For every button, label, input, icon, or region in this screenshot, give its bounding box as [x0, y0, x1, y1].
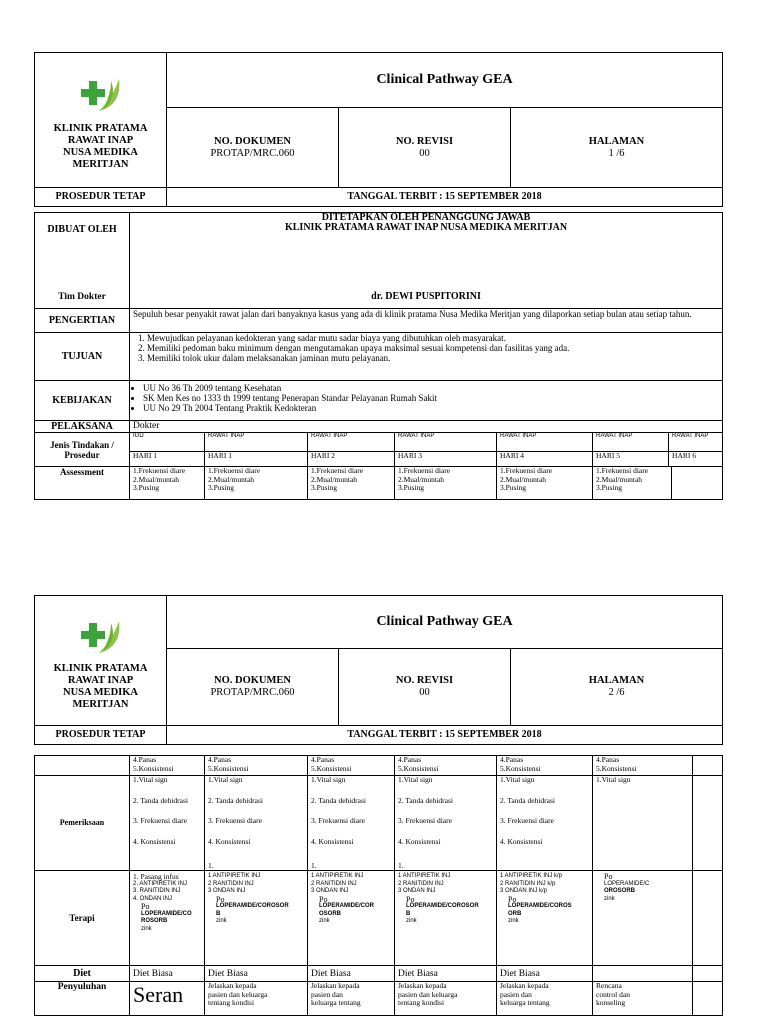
cell-text: 5.Konsistensi — [596, 763, 637, 773]
cell-text: 1. — [398, 860, 404, 870]
cell-text: Rencana — [596, 981, 622, 990]
doc-number-value: PROTAP/MRC.060 — [210, 687, 295, 699]
therapy-item: Po — [216, 894, 225, 904]
cell-text: Jelaskan kepada — [500, 981, 549, 990]
exam-item: 3. Frekuensi diare — [398, 816, 452, 825]
therapy-item: ORB — [508, 910, 522, 917]
ditetapkan-text: DITETAPKAN OLEH PENANGGUNG JAWAB — [321, 212, 531, 223]
therapy-item: 2 RANITIDIN INJ k/p — [500, 880, 556, 887]
protap-label: PROSEDUR TETAP — [35, 187, 167, 206]
exam-item: 1.Vital sign — [133, 775, 168, 784]
exam-item: 2. Tanda dehidrasi — [208, 795, 263, 805]
header-table-1 — [34, 52, 723, 207]
page-value: 2 /6 — [608, 687, 625, 699]
therapy-item: Po — [508, 894, 517, 904]
exam-item: 1.Vital sign — [593, 776, 693, 871]
document-title: Clinical Pathway GEA — [167, 596, 723, 649]
tujuan-list — [133, 333, 719, 363]
cell-text: pasien dan keluarga — [398, 989, 458, 999]
exam-item: 1.Vital sign — [500, 775, 535, 784]
therapy-item: Po — [604, 872, 613, 881]
exam-item: 4. Konsistensi — [208, 836, 251, 846]
therapy-item: zink — [604, 895, 615, 902]
assessment-item: 1.Frekuensi diare — [596, 466, 649, 475]
cell-text: 5.Konsistensi — [500, 763, 541, 773]
pelaksana-label: PELAKSANA — [35, 421, 130, 433]
therapy-item: 3 ONDAN INJ — [208, 888, 246, 894]
column-header: IGD — [130, 433, 205, 452]
assessment-item: 2.Mual/muntah — [133, 474, 180, 484]
penyuluhan-label: Penyuluhan — [35, 982, 130, 1016]
revision-label: NO. REVISI — [395, 135, 454, 147]
doc-number-label: NO. DOKUMEN — [214, 135, 291, 147]
cell-text: keluarga tentang — [500, 998, 550, 1007]
cross-leaf-logo-icon — [75, 611, 127, 657]
cell-text: pasien dan — [311, 989, 343, 999]
list-item: 3. Memiliki tolok ukur dalam melaksanakan jaminan mutu pelayanan. — [147, 353, 719, 363]
kebijakan-label: KEBIJAKAN — [35, 381, 130, 421]
clinic-line: KLINIK PRATAMA — [53, 662, 148, 674]
assessment-item: 1.Frekuensi diare — [398, 466, 451, 475]
cell-text: 1. — [208, 860, 214, 870]
protap-label: PROSEDUR TETAP — [35, 726, 167, 745]
exam-item: 2. Tanda dehidrasi — [398, 795, 453, 805]
therapy-item: Po — [406, 894, 415, 904]
assessment-item: 2.Mual/muntah — [208, 474, 255, 484]
diet-value: Diet Biasa — [205, 966, 308, 982]
therapy-item: ROSORB — [141, 918, 168, 924]
therapy-item: 2 RANITIDIN INJ — [208, 880, 254, 887]
exam-item: 2. Tanda dehidrasi — [500, 795, 555, 805]
cross-leaf-logo-icon — [75, 69, 127, 115]
exam-item: 1.Vital sign — [208, 775, 243, 784]
exam-item: 1.Vital sign — [398, 775, 433, 784]
diet-value: Diet Biasa — [497, 966, 593, 982]
exam-item: 4. Konsistensi — [133, 836, 176, 846]
exam-item: 4. Konsistensi — [500, 836, 543, 846]
ditetapkan-text-2: KLINIK PRATAMA RAWAT INAP NUSA MEDIKA MERITJAN — [284, 222, 568, 233]
list-item: 1. Mewujudkan pelayanan kedokteran yang sadar mutu sadar biaya yang dibutuhkan oleh masyarakat. — [147, 333, 719, 343]
exam-item: 2. Tanda dehidrasi — [133, 795, 188, 805]
therapy-item: OROSORB — [604, 888, 636, 894]
exam-item: 3. Frekuensi diare — [208, 816, 262, 825]
pemeriksaan-label: Pemeriksaan — [35, 776, 130, 871]
list-item: • UU No 36 Th 2009 tentang Kesehatan — [143, 383, 719, 393]
therapy-item: zink — [319, 918, 330, 924]
cell-text: 1. — [311, 860, 317, 870]
exam-item: 3. Frekuensi diare — [500, 816, 554, 825]
cell-text: Jelaskan kepada — [208, 981, 257, 990]
doc-number-value: PROTAP/MRC.060 — [210, 147, 295, 159]
doctor-name: dr. DEWI PUSPITORINI — [371, 291, 481, 302]
body-table-2 — [34, 755, 723, 1016]
list-item: 2. Memiliki pedoman baku minimum dengan mengutamakan upaya maksimal sesuai kompetensi dan fasilitas yang ada. — [147, 343, 719, 353]
day-label: HARI 4 — [497, 452, 593, 467]
therapy-item: 1 ANTIPIRETIK INJ k/p — [500, 873, 563, 879]
therapy-item: zink — [141, 925, 152, 932]
clinic-line: MERITJAN — [72, 698, 129, 710]
cell-text: 5.Konsistensi — [133, 763, 174, 773]
cell-text: 4.Panas — [596, 755, 620, 764]
therapy-item: LOPERAMIDE/COROSOR — [406, 903, 479, 909]
assessment-item: 3.Pusing — [596, 483, 623, 492]
therapy-item: LOPERAMIDE/COROSOR — [216, 903, 289, 909]
therapy-item: B — [216, 910, 221, 917]
therapy-item: LOPERAMIDE/COROS — [508, 903, 572, 909]
assessment-item: 3.Pusing — [133, 483, 160, 492]
kebijakan-list — [133, 383, 719, 413]
column-header: RAWAT INAP — [497, 433, 593, 452]
day-label: HARI 3 — [395, 452, 497, 467]
therapy-item: 2 RANITIDIN INJ — [398, 880, 444, 887]
list-item: • UU No 29 Th 2004 Tentang Praktik Kedokteran — [143, 403, 719, 413]
cell-text: pasien dan — [500, 989, 532, 999]
cell-text: 5.Konsistensi — [311, 763, 352, 773]
exam-item: 1.Vital sign — [311, 775, 346, 784]
cell-text: pasien dan keluarga — [208, 989, 268, 999]
assessment-item: 1.Frekuensi diare — [208, 466, 261, 475]
clinic-line: KLINIK PRATAMA — [53, 122, 148, 134]
cell-text: 4.Panas — [398, 755, 422, 764]
therapy-item: 3 ONDAN INJ — [311, 888, 349, 894]
revision-label: NO. REVISI — [395, 675, 454, 687]
cell-text: 4.Panas — [311, 755, 335, 764]
pengertian-label: PENGERTIAN — [35, 309, 130, 333]
assessment-item: 3.Pusing — [311, 483, 338, 492]
cell-text: 5.Konsistensi — [208, 763, 249, 773]
therapy-item: 3 ONDAN INJ k/p — [500, 888, 548, 894]
cell-text: tentang kondisi — [208, 998, 255, 1007]
revision-value: 00 — [419, 147, 430, 159]
therapy-item: 2 RANITIDIN INJ — [311, 880, 357, 887]
day-label: HARI 1 — [130, 452, 205, 467]
assessment-item: 3.Pusing — [500, 483, 527, 492]
page-label: HALAMAN — [588, 135, 645, 147]
assessment-item: 2.Mual/muntah — [596, 474, 643, 484]
page-value: 1 /6 — [608, 147, 625, 159]
cell-text: control dan — [596, 989, 630, 999]
cell-text: Jelaskan kepada — [398, 981, 447, 990]
cell-text: keluarga tentang — [311, 998, 361, 1007]
therapy-item: 3 ONDAN INJ — [398, 888, 436, 894]
assessment-item: 2.Mual/muntah — [398, 474, 445, 484]
clinic-line: RAWAT INAP — [67, 134, 134, 146]
therapy-item: Po — [141, 902, 150, 911]
column-header: RAWAT INAP — [205, 433, 308, 452]
cell-text: 5.Konsistensi — [398, 763, 439, 773]
exam-item: 3. Frekuensi diare — [133, 816, 187, 825]
cell-text: 4.Panas — [208, 755, 232, 764]
cell-text: 4.Panas — [133, 755, 157, 764]
exam-item: 4. Konsistensi — [311, 836, 354, 846]
assessment-item: 3.Pusing — [208, 483, 235, 492]
column-header: RAWAT INAP — [593, 433, 669, 451]
penyuluhan-big: Seran — [130, 982, 205, 1016]
therapy-item: B — [406, 910, 411, 917]
exam-item: 3. Frekuensi diare — [311, 816, 365, 825]
tujuan-label: TUJUAN — [35, 333, 130, 381]
column-header: RAWAT INAP — [395, 433, 497, 452]
day-label: HARI 5 — [593, 452, 669, 466]
therapy-item: 2. ANTIPIRETIK INJ — [133, 880, 188, 887]
clinic-line: NUSA MEDIKA — [63, 686, 138, 698]
therapy-item: LOPERAMIDE/COR — [319, 903, 375, 909]
logo-cell — [35, 53, 167, 188]
day-label: HARI 2 — [308, 452, 395, 467]
therapy-item: 1 ANTIPIRETIK INJ — [398, 873, 451, 879]
diet-label: Diet — [35, 966, 130, 982]
pelaksana-value: Dokter — [130, 421, 723, 433]
revision-value: 00 — [419, 687, 430, 699]
therapy-item: zink — [216, 918, 227, 924]
cell-text: 4.Panas — [500, 755, 524, 764]
header-table-2 — [34, 595, 723, 745]
dibuat-label: DIBUAT OLEH — [47, 224, 117, 235]
therapy-item: 1 ANTIPIRETIK INJ — [208, 873, 261, 879]
assessment-item: 2.Mual/muntah — [311, 474, 358, 484]
day-label: HARI 1 — [205, 452, 308, 467]
therapy-item: 1 ANTIPIRETIK INJ — [311, 873, 364, 879]
therapy-item: 1. Pasang infus — [133, 872, 179, 881]
therapy-item: OSORB — [319, 910, 342, 917]
therapy-item: LOPERAMIDE/CO — [141, 910, 192, 917]
assessment-item: 3.Pusing — [398, 483, 425, 492]
diet-value: Diet Biasa — [308, 966, 395, 982]
pengertian-text: Sepuluh besar penyakit rawat jalan dari banyaknya kasus yang ada di klinik pratama Nusa Medika Meritjan yang dilaporkan setiap bulan atau setiap tahun. — [130, 309, 723, 333]
therapy-item: Po — [319, 894, 328, 904]
exam-item: 4. Konsistensi — [398, 836, 441, 846]
cell-text: konseling — [596, 998, 626, 1007]
issue-date: TANGGAL TERBIT : 15 SEPTEMBER 2018 — [167, 187, 723, 206]
assessment-item: 1.Frekuensi diare — [500, 466, 553, 475]
list-item: • SK Men Kes no 1333 th 1999 tentang Penerapan Standar Pelayanan Rumah Sakit — [143, 393, 719, 403]
therapy-item: zink — [406, 918, 417, 924]
logo-cell — [35, 596, 167, 726]
body-table-1 — [34, 212, 723, 500]
assessment-item: 1.Frekuensi diare — [311, 466, 364, 475]
therapy-item: 3. RANITIDIN INJ — [133, 888, 181, 894]
assessment-item: 1.Frekuensi diare — [133, 466, 186, 475]
diet-value: Diet Biasa — [130, 966, 205, 982]
document-title: Clinical Pathway GEA — [167, 53, 723, 108]
therapy-item: LOPERAMIDE/C — [604, 880, 650, 887]
doc-number-label: NO. DOKUMEN — [214, 675, 291, 687]
column-header: RAWAT INAP — [308, 433, 395, 452]
clinic-line: MERITJAN — [72, 158, 129, 170]
therapy-item: zink — [508, 918, 519, 924]
assessment-label: Assessment — [35, 467, 130, 500]
exam-item: 2. Tanda dehidrasi — [311, 795, 366, 805]
terapi-label: Terapi — [35, 871, 130, 966]
diet-value: Diet Biasa — [395, 966, 497, 982]
issue-date: TANGGAL TERBIT : 15 SEPTEMBER 2018 — [167, 726, 723, 745]
day-label: HARI 6 — [672, 451, 697, 460]
clinic-line: NUSA MEDIKA — [63, 146, 138, 158]
cell-text: tentang kondisi — [398, 998, 445, 1007]
therapy-item: 4. ONDAN INJ — [133, 895, 173, 902]
assessment-item: 2.Mual/muntah — [500, 474, 547, 484]
clinic-line: RAWAT INAP — [67, 674, 134, 686]
page-label: HALAMAN — [588, 675, 645, 687]
cell-text: Jelaskan kepada — [311, 981, 360, 990]
jenis-label: Jenis Tindakan / Prosedur — [35, 433, 130, 467]
column-header: RAWAT INAP — [672, 433, 709, 439]
tim-label: Tim Dokter — [58, 292, 106, 302]
